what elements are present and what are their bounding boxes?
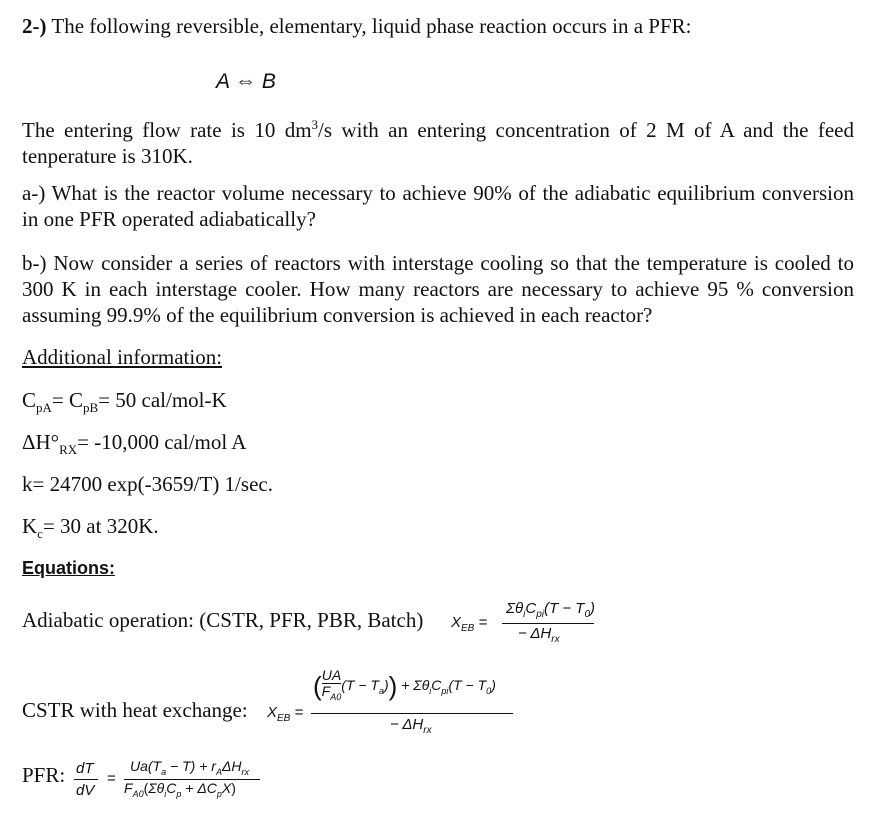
pfr-equals-sign: =: [107, 770, 116, 787]
problem-intro: The entering flow rate is 10 $dm^3/s$ with an entering concentration of 2 M of A and the feed tenperature is 310K.: [22, 117, 854, 168]
cstr-numerator: ( $\frac{UA}{F_{A0}}$ $(T - T_a)) + \Sigma\theta_iC_{pi}(T - T_0)$: [313, 667, 496, 702]
problem-number: 2-): [22, 14, 47, 38]
adiabatic-denominator: − $\Delta H_{rx}$: [518, 625, 560, 645]
heat-capacity-line: $C_{pA}= C_{pB}= 50$ cal/mol-K: [22, 388, 227, 416]
additional-info-heading: Additional information:: [22, 345, 223, 369]
equations-heading: Equations:: [22, 558, 115, 578]
cstr-label: CSTR with heat exchange:: [22, 698, 248, 722]
cstr-lhs: $X_{EB}$ =: [267, 704, 304, 724]
equilibrium-constant-line: $K_c= 30$ at 320K.: [22, 514, 159, 542]
part-b-text: b-) Now consider a series of reactors with interstage cooling so that the temperature is cooled to 300 K in each interstage cooler. How many reactors are necessary to achieve 95 % conversion assuming 99.9% of the equilibrium conversion is achieved in each reactor?: [22, 251, 854, 327]
cstr-fraction-bar: [311, 713, 513, 714]
pfr-label: PFR:: [22, 763, 66, 787]
adiabatic-lhs: $X_{EB}$ =: [451, 614, 488, 634]
adiabatic-label: Adiabatic operation: (CSTR, PFR, PBR, Batch): [22, 608, 424, 632]
pfr-numerator: $Ua(T_a - T) + r_A\Delta H_{rx}$: [130, 758, 249, 777]
pfr-lhs-denominator: dV: [76, 782, 95, 799]
reaction-equation: A ⇔ B: [216, 70, 276, 93]
problem-title-text: The following reversible, elementary, liquid phase reaction occurs in a PFR:: [51, 14, 692, 38]
problem-title: [22, 14, 692, 39]
part-a-text: a-) What is the reactor volume necessary to achieve 90% of the adiabatic equilibrium conversion in one PFR operated adiabatically?: [22, 181, 854, 231]
cstr-denominator: − $\Delta H_{rx}$: [390, 716, 432, 736]
heat-of-reaction-line: $\Delta H^\circ_{RX}= -10,000$ cal/mol A: [22, 430, 247, 458]
rate-constant-line: k= 24700 exp(-3659/T) 1/sec.: [22, 472, 273, 496]
pfr-lhs-fraction-bar: [74, 779, 98, 780]
adiabatic-fraction-bar: [502, 623, 594, 624]
adiabatic-numerator: $\Sigma\theta_iC_{pi}(T - T_0)$: [506, 600, 595, 620]
pfr-denominator: $F_{A0}(\Sigma\theta_iC_p + \Delta C_pX)$: [124, 780, 236, 799]
pfr-lhs-numerator: dT: [76, 760, 94, 777]
